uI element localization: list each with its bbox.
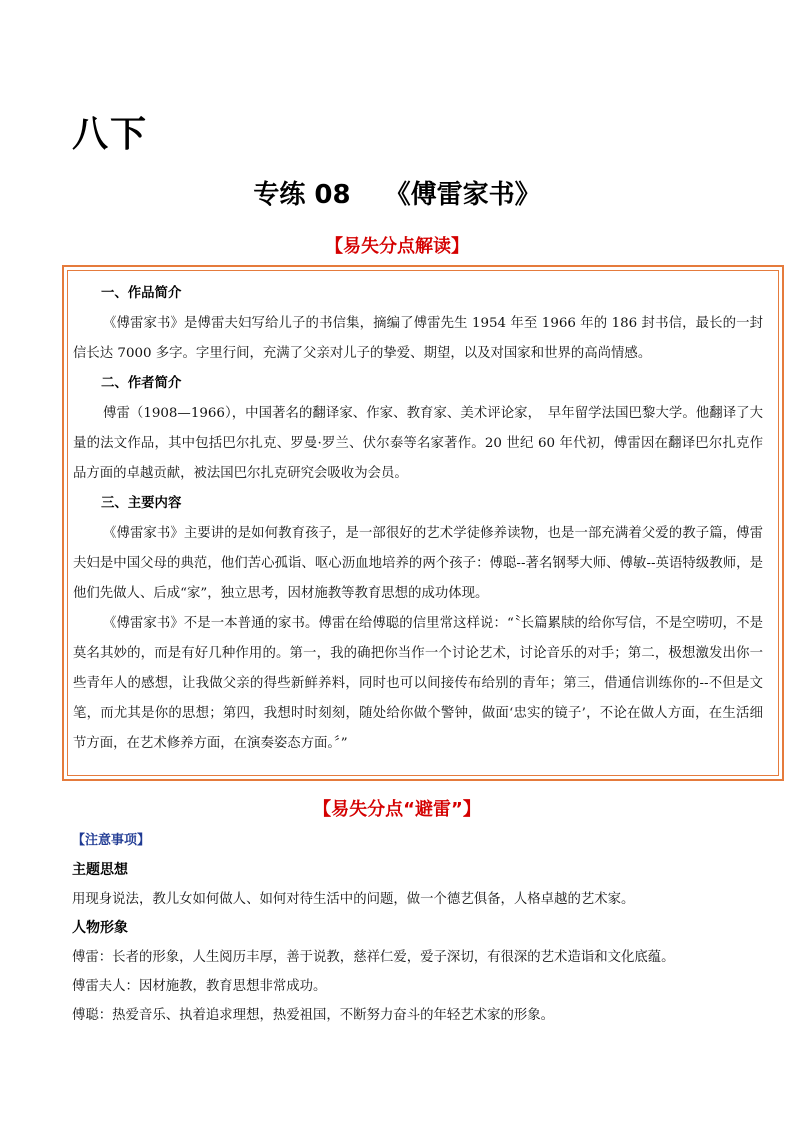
title-book-name: 《傅雷家书》 (384, 180, 541, 210)
character-fulei-wife: 傅雷夫人：因材施教，教育思想非常成功。 (72, 979, 327, 994)
content-paragraph-1: 《傅雷家书》主要讲的是如何教育孩子，是一部很好的艺术学徒修养读物，也是一部充满着父爱的教子篇，傅雷夫妇是中国父母的典范，他们苦心孤诣、呕心沥血地培养的两个孩子：傅聪--著名钢琴大师、傅敏--英语特级教师，是他们先做人、后成“家”，独立思考，因材施教等教育思想的成功体现。 (73, 526, 763, 601)
intro-heading: 一、作品简介 (101, 286, 182, 301)
pitfalls-content (72, 832, 732, 1030)
content-heading: 三、主要内容 (101, 496, 182, 511)
analysis-box (62, 265, 784, 781)
content-paragraph-2: 《傅雷家书》不是一本普通的家书。傅雷在给傅聪的信里常这样说：“〝长篇累牍的给你写信，不是空唠叨，不是莫名其妙的，而是有好几种作用的。第一，我的确把你当作一个讨论艺术，讨论音乐的对手；第二，极想激发出你一些青年人的感想，让我做父亲的得些新鲜养料，同时也可以间接传布给别的青年；第三，借通信训练你的--不但是文笔，而尤其是你的思想；第四，我想时时刻刻，随处给你做个警钟，做面‘忠实的镜子’，不论在做人方面，在生活细节方面，在艺术修养方面，在演奏姿态方面。〞” (73, 616, 763, 751)
analysis-box-content (73, 279, 763, 759)
author-heading: 二、作者简介 (101, 376, 182, 391)
theme-heading: 主题思想 (72, 862, 128, 878)
section-heading-analysis: 【易失分点解读】 (325, 236, 469, 257)
section-heading-pitfalls: 【易失分点“避雷”】 (313, 799, 481, 820)
grade-label: 八下 (72, 114, 149, 155)
author-paragraph: 傅雷（1908—1966），中国著名的翻译家、作家、教育家、美术评论家， 早年留学法国巴黎大学。他翻译了大量的法文作品，其中包括巴尔扎克、罗曼·罗兰、伏尔泰等名家著作。20 世纪 60 年代初，傅雷因在翻译巴尔扎克作品方面的卓越贡献，被法国巴尔扎克研究会吸收为会员。 (73, 406, 763, 481)
character-fulei: 傅雷：长者的形象，人生阅历丰厚，善于说教，慈祥仁爱，爱子深切，有很深的艺术造诣和文化底蕴。 (72, 950, 675, 965)
character-heading: 人物形象 (72, 920, 128, 936)
intro-paragraph: 《傅雷家书》是傅雷夫妇写给儿子的书信集，摘编了傅雷先生 1954 年至 1966 年的 186 封书信，最长的一封信长达 7000 多字。字里行间，充满了父亲对儿子的挚爱、期望，以及对国家和世界的高尚情感。 (73, 316, 763, 361)
character-fucong: 傅聪：热爱音乐、执着追求理想，热爱祖国，不断努力奋斗的年轻艺术家的形象。 (72, 1008, 555, 1023)
page-title (0, 174, 794, 211)
theme-text: 用现身说法，教儿女如何做人、如何对待生活中的问题，做一个德艺俱备，人格卓越的艺术家。 (72, 892, 635, 907)
title-exercise-number: 专练 08 (253, 180, 351, 210)
note-label: 【注意事项】 (72, 833, 151, 848)
